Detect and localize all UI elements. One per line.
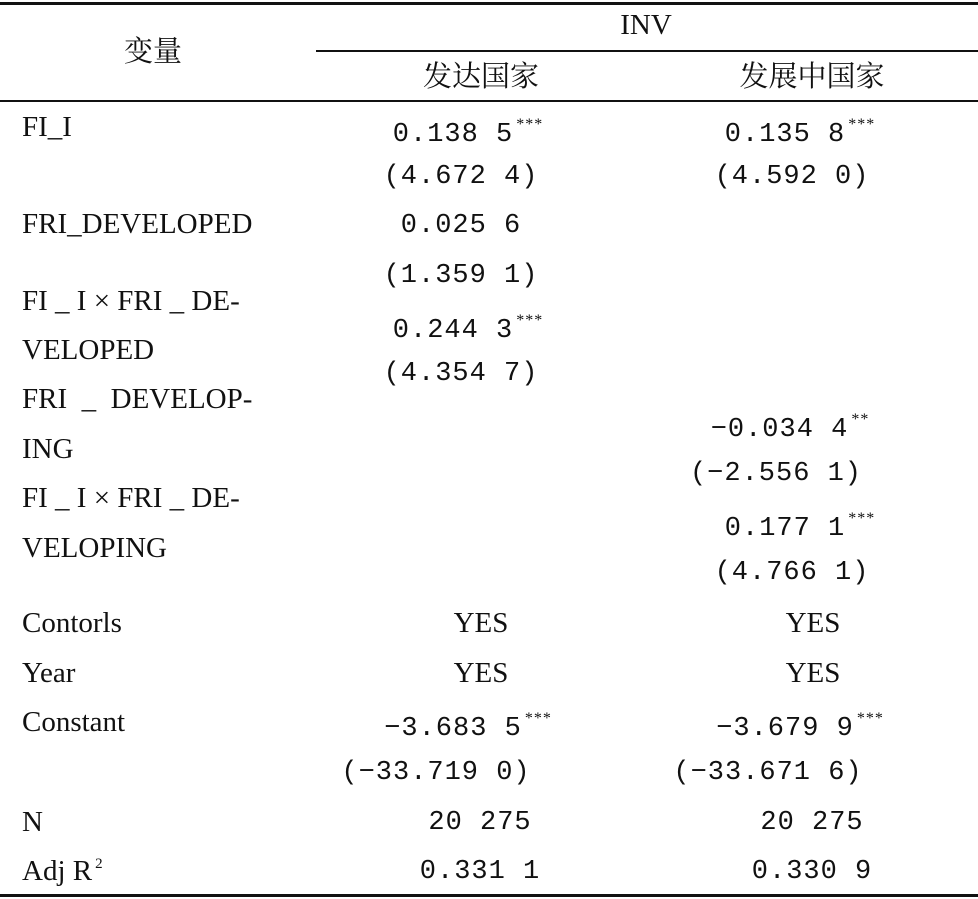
tstat-constant-developed: (−33.719 0) <box>341 758 531 788</box>
top-rule <box>0 2 978 5</box>
tstat-fri-developed: (1.359 1) <box>383 261 539 291</box>
tstat-fri-developing: (−2.556 1) <box>689 459 863 489</box>
cell-constant-developed <box>384 711 552 743</box>
cell-fri-developing <box>711 412 870 444</box>
tstat-fi-i-developed: (4.672 4) <box>383 162 539 192</box>
coef-value: 0.135 8 <box>724 120 846 150</box>
header-rule <box>0 100 978 102</box>
significance-stars: *** <box>848 116 876 133</box>
coef-value: −3.679 9 <box>716 714 854 744</box>
significance-stars: *** <box>516 312 544 329</box>
significance-stars: *** <box>848 510 876 527</box>
coef-value: 0.177 1 <box>724 514 846 544</box>
row-label-fri-developing-1: FRI _ DEVELOP- <box>22 383 253 415</box>
cell-fri-developed: 0.025 6 <box>400 211 522 241</box>
row-label-interaction-developing-1: FI _ I × FRI _ DE- <box>22 482 240 514</box>
cell-r2-developing: 0.330 9 <box>751 857 873 887</box>
row-label-year: Year <box>22 657 76 689</box>
tstat-interaction-developed: (4.354 7) <box>383 359 539 389</box>
cell-n-developed: 20 275 <box>428 808 532 838</box>
adj-r2-superscript: 2 <box>95 856 103 872</box>
significance-stars: ** <box>851 411 870 428</box>
variable-header: 变量 <box>124 34 183 68</box>
cell-n-developing: 20 275 <box>760 808 864 838</box>
cell-constant-developing <box>716 711 884 743</box>
significance-stars: *** <box>856 710 884 727</box>
group-underline <box>316 50 978 52</box>
bottom-rule <box>0 894 978 897</box>
row-label-interaction-developed-2: VELOPED <box>22 334 155 366</box>
row-label-constant: Constant <box>22 706 126 738</box>
cell-controls-developed: YES <box>453 607 509 639</box>
tstat-fi-i-developing: (4.592 0) <box>714 162 870 192</box>
significance-stars: *** <box>516 116 544 133</box>
tstat-constant-developing: (−33.671 6) <box>673 758 863 788</box>
coef-value: 0.244 3 <box>392 316 514 346</box>
developing-header: 发展中国家 <box>739 59 885 93</box>
cell-year-developing: YES <box>785 657 841 689</box>
row-label-interaction-developing-2: VELOPING <box>22 532 167 564</box>
row-label-n: N <box>22 806 43 838</box>
row-label-controls: Contorls <box>22 607 122 639</box>
cell-interaction-developed <box>393 313 543 345</box>
coef-value: −0.034 4 <box>710 415 849 445</box>
row-label-interaction-developed-1: FI _ I × FRI _ DE- <box>22 285 240 317</box>
adj-r2-text: Adj R <box>22 855 93 887</box>
cell-fi-i-developing <box>725 117 875 149</box>
coef-value: 0.138 5 <box>392 120 514 150</box>
cell-r2-developed: 0.331 1 <box>419 857 541 887</box>
significance-stars: *** <box>524 710 552 727</box>
developed-header: 发达国家 <box>422 59 540 93</box>
coef-value: −3.683 5 <box>384 714 522 744</box>
cell-fi-i-developed <box>393 117 543 149</box>
row-label-fi-i: FI_I <box>22 111 72 143</box>
tstat-interaction-developing: (4.766 1) <box>714 558 870 588</box>
row-label-adj-r2 <box>22 857 103 886</box>
inv-header: INV <box>620 9 672 41</box>
cell-year-developed: YES <box>453 657 509 689</box>
cell-controls-developing: YES <box>785 607 841 639</box>
row-label-fri-developing-2: ING <box>22 433 74 465</box>
row-label-fri-developed: FRI_DEVELOPED <box>22 208 253 240</box>
cell-interaction-developing <box>725 511 875 543</box>
